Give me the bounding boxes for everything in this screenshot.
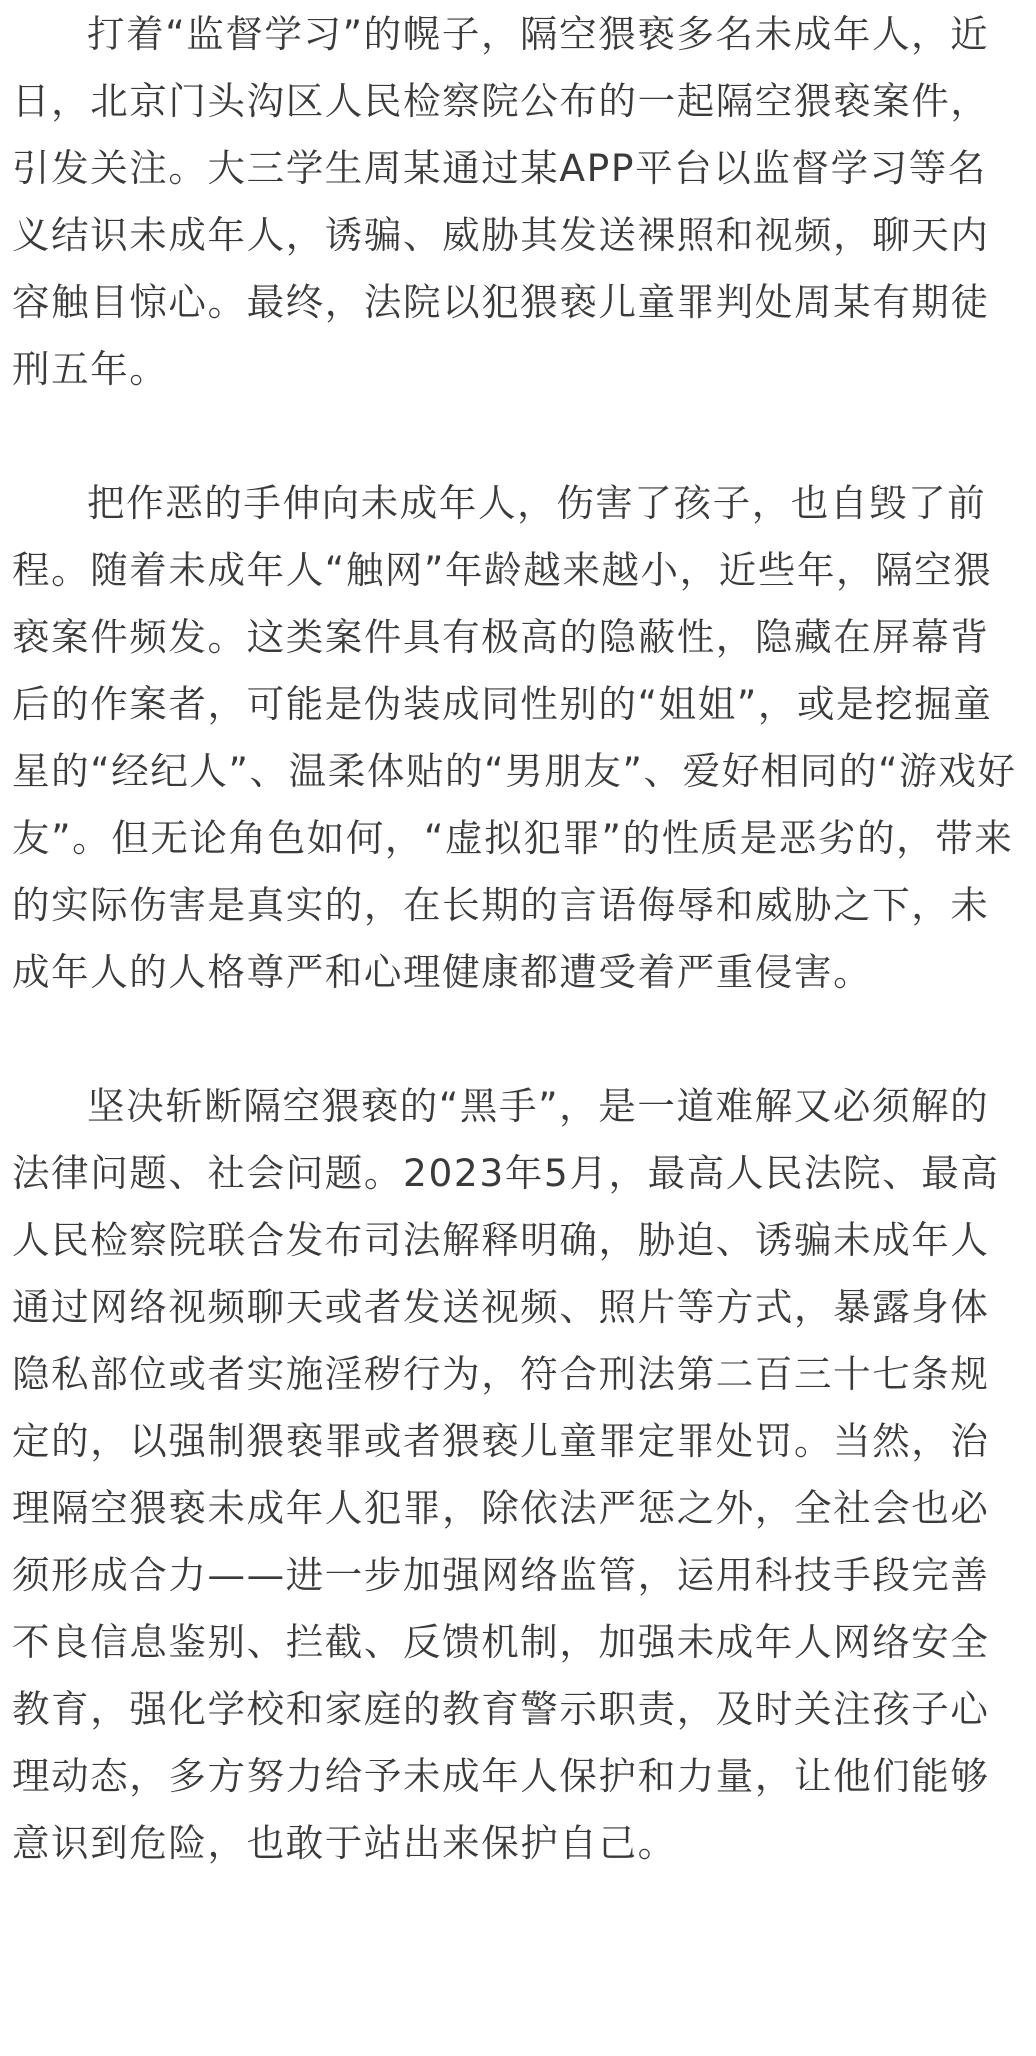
paragraph-analysis: 把作恶的手伸向未成年人，伤害了孩子，也自毁了前程。随着未成年人“触网”年龄越来越小，近些年，隔空猥亵案件频发。这类案件具有极高的隐蔽性，隐藏在屏幕背后的作案者，可能是伪装成同性别的“姐姐”，或是挖掘童星的“经纪人”、温柔体贴的“男朋友”、爱好相同的“游戏好友”。但无论角色如何，“虚拟犯罪”的性质是恶劣的，带来的实际伤害是真实的，在长期的言语侮辱和威胁之下，未成年人的人格尊严和心理健康都遭受着严重侵害。 [12, 481, 1017, 994]
paragraph-gap [12, 403, 1024, 470]
paragraph-case-report: 打着“监督学习”的幌子，隔空猥亵多名未成年人，近日，北京门头沟区人民检察院公布的一起隔空猥亵案件，引发关注。大三学生周某通过某APP平台以监督学习等名义结识未成年人，诱骗、威胁其发送裸照和视频，聊天内容触目惊心。最终，法院以犯猥亵儿童罪判处周某有期徒刑五年。 [12, 12, 990, 391]
paragraph-gap [12, 1006, 1024, 1073]
paragraph-legal-measures: 坚决斩断隔空猥亵的“黑手”，是一道难解又必须解的法律问题、社会问题。2023年5月，最高人民法院、最高人民检察院联合发布司法解释明确，胁迫、诱骗未成年人通过网络视频聊天或者发送视频、照片等方式，暴露身体隐私部位或者实施淫秽行为，符合刑法第二百三十七条规定的，以强制猥亵罪或者猥亵儿童罪定罪处罚。当然，治理隔空猥亵未成年人犯罪，除依法严惩之外，全社会也必须形成合力——进一步加强网络监管，运用科技手段完善不良信息鉴别、拦截、反馈机制，加强未成年人网络安全教育，强化学校和家庭的教育警示职责，及时关注孩子心理动态，多方努力给予未成年人保护和力量，让他们能够意识到危险，也敢于站出来保护自己。 [12, 1084, 1000, 1865]
